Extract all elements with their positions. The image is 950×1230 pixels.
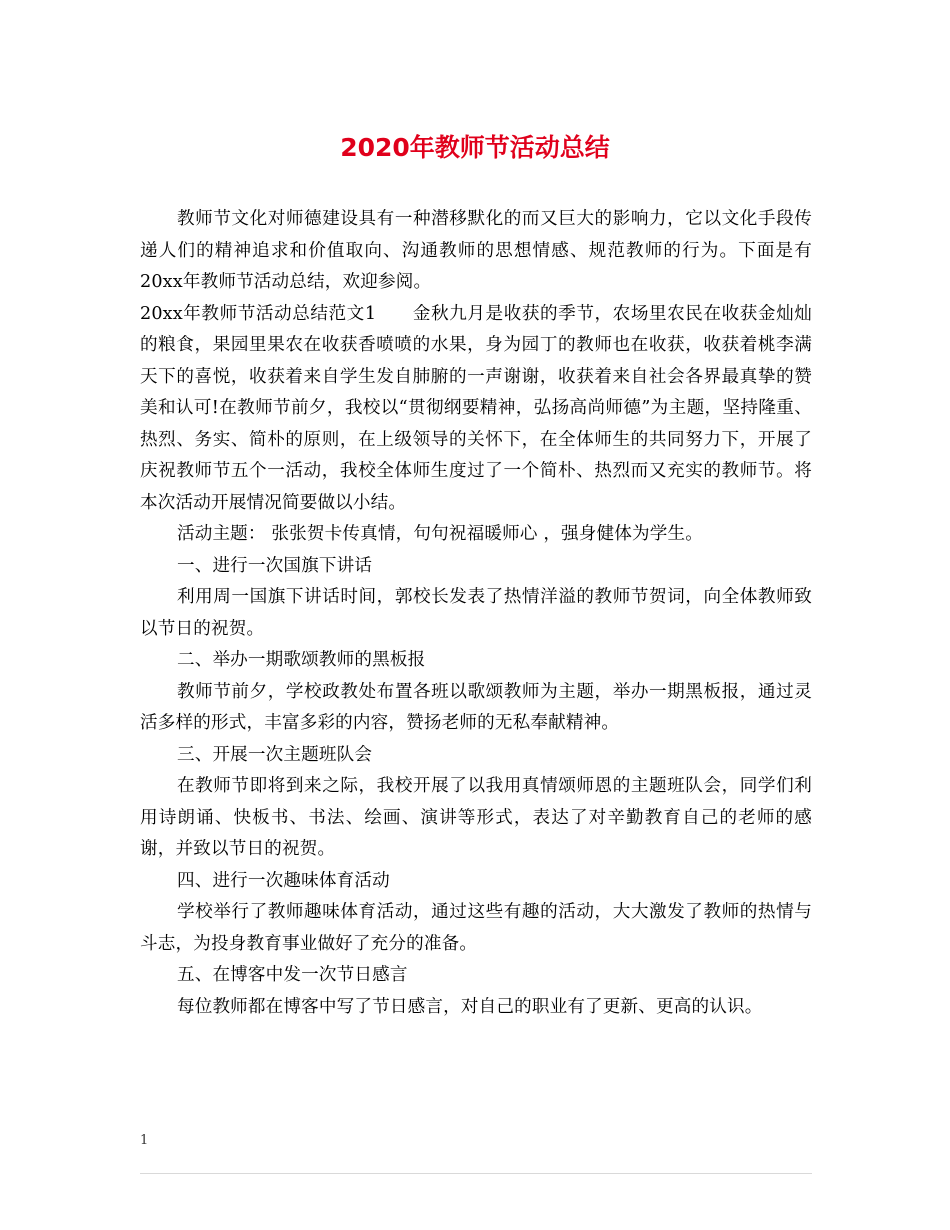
section-paragraph-4: 学校举行了教师趣味体育活动，通过这些有趣的活动，大大激发了教师的热情与斗志，为投身教育事业做好了充分的准备。 — [140, 902, 812, 954]
section-heading-5: 五、在博客中发一次节日感言 — [176, 965, 408, 985]
sample-essay-paragraph: 20xx年教师节活动总结范文1 金秋九月是收获的季节，农场里农民在收获金灿灿的粮食，果园里果农在收获香喷喷的水果，身为园丁的教师也在收获，收获着桃李满天下的喜悦，收获着来自学生发自肺腑的一声谢谢，收获着来自社会各界最真挚的赞美和认可!在教师节前夕，我校以“贯彻纲要精神，弘扬高尚师德”为主题，坚持隆重、热烈、务实、简朴的原则，在上级领导的关怀下，在全体师生的共同努力下，开展了庆祝教师节五个一活动，我校全体师生度过了一个简朴、热烈而又充实的教师节。将本次活动开展情况简要做以小结。 — [140, 303, 812, 513]
section-heading-3: 三、开展一次主题班队会 — [176, 744, 373, 765]
section-heading-1: 一、进行一次国旗下讲话 — [176, 555, 373, 576]
section-paragraph-5: 每位教师都在博客中写了节日感言，对自己的职业有了更新、更高的认识。 — [176, 996, 763, 1017]
footer-divider — [140, 1173, 812, 1174]
activity-theme-paragraph: 活动主题： 张张贺卡传真情，句句祝福暖师心 ，强身健体为学生。 — [176, 524, 704, 544]
document-title: 2020年教师节活动总结 — [340, 133, 610, 162]
section-heading-4: 四、进行一次趣味体育活动 — [176, 870, 390, 891]
section-heading-2: 二、举办一期歌颂教师的黑板报 — [176, 650, 426, 670]
section-paragraph-2: 教师节前夕，学校政教处布置各班以歌颂教师为主题，举办一期黑板报，通过灵活多样的形式，丰富多彩的内容，赞扬老师的无私奉献精神。 — [140, 681, 812, 733]
intro-paragraph: 教师节文化对师德建设具有一种潜移默化的而又巨大的影响力，它以文化手段传递人们的精神追求和价值取向、沟通教师的思想情感、规范教师的行为。下面是有20xx年教师节活动总结，欢迎参阅。 — [140, 209, 812, 292]
document-body — [140, 204, 812, 1023]
page-number: 1 — [140, 1133, 149, 1148]
section-paragraph-1: 利用周一国旗下讲话时间，郭校长发表了热情洋溢的教师节贺词，向全体教师致以节日的祝贺。 — [140, 587, 812, 639]
section-paragraph-3: 在教师节即将到来之际，我校开展了以我用真情颂师恩的主题班队会，同学们利用诗朗诵、快板书、书法、绘画、演讲等形式，表达了对辛勤教育自己的老师的感谢，并致以节日的祝贺。 — [140, 776, 812, 859]
